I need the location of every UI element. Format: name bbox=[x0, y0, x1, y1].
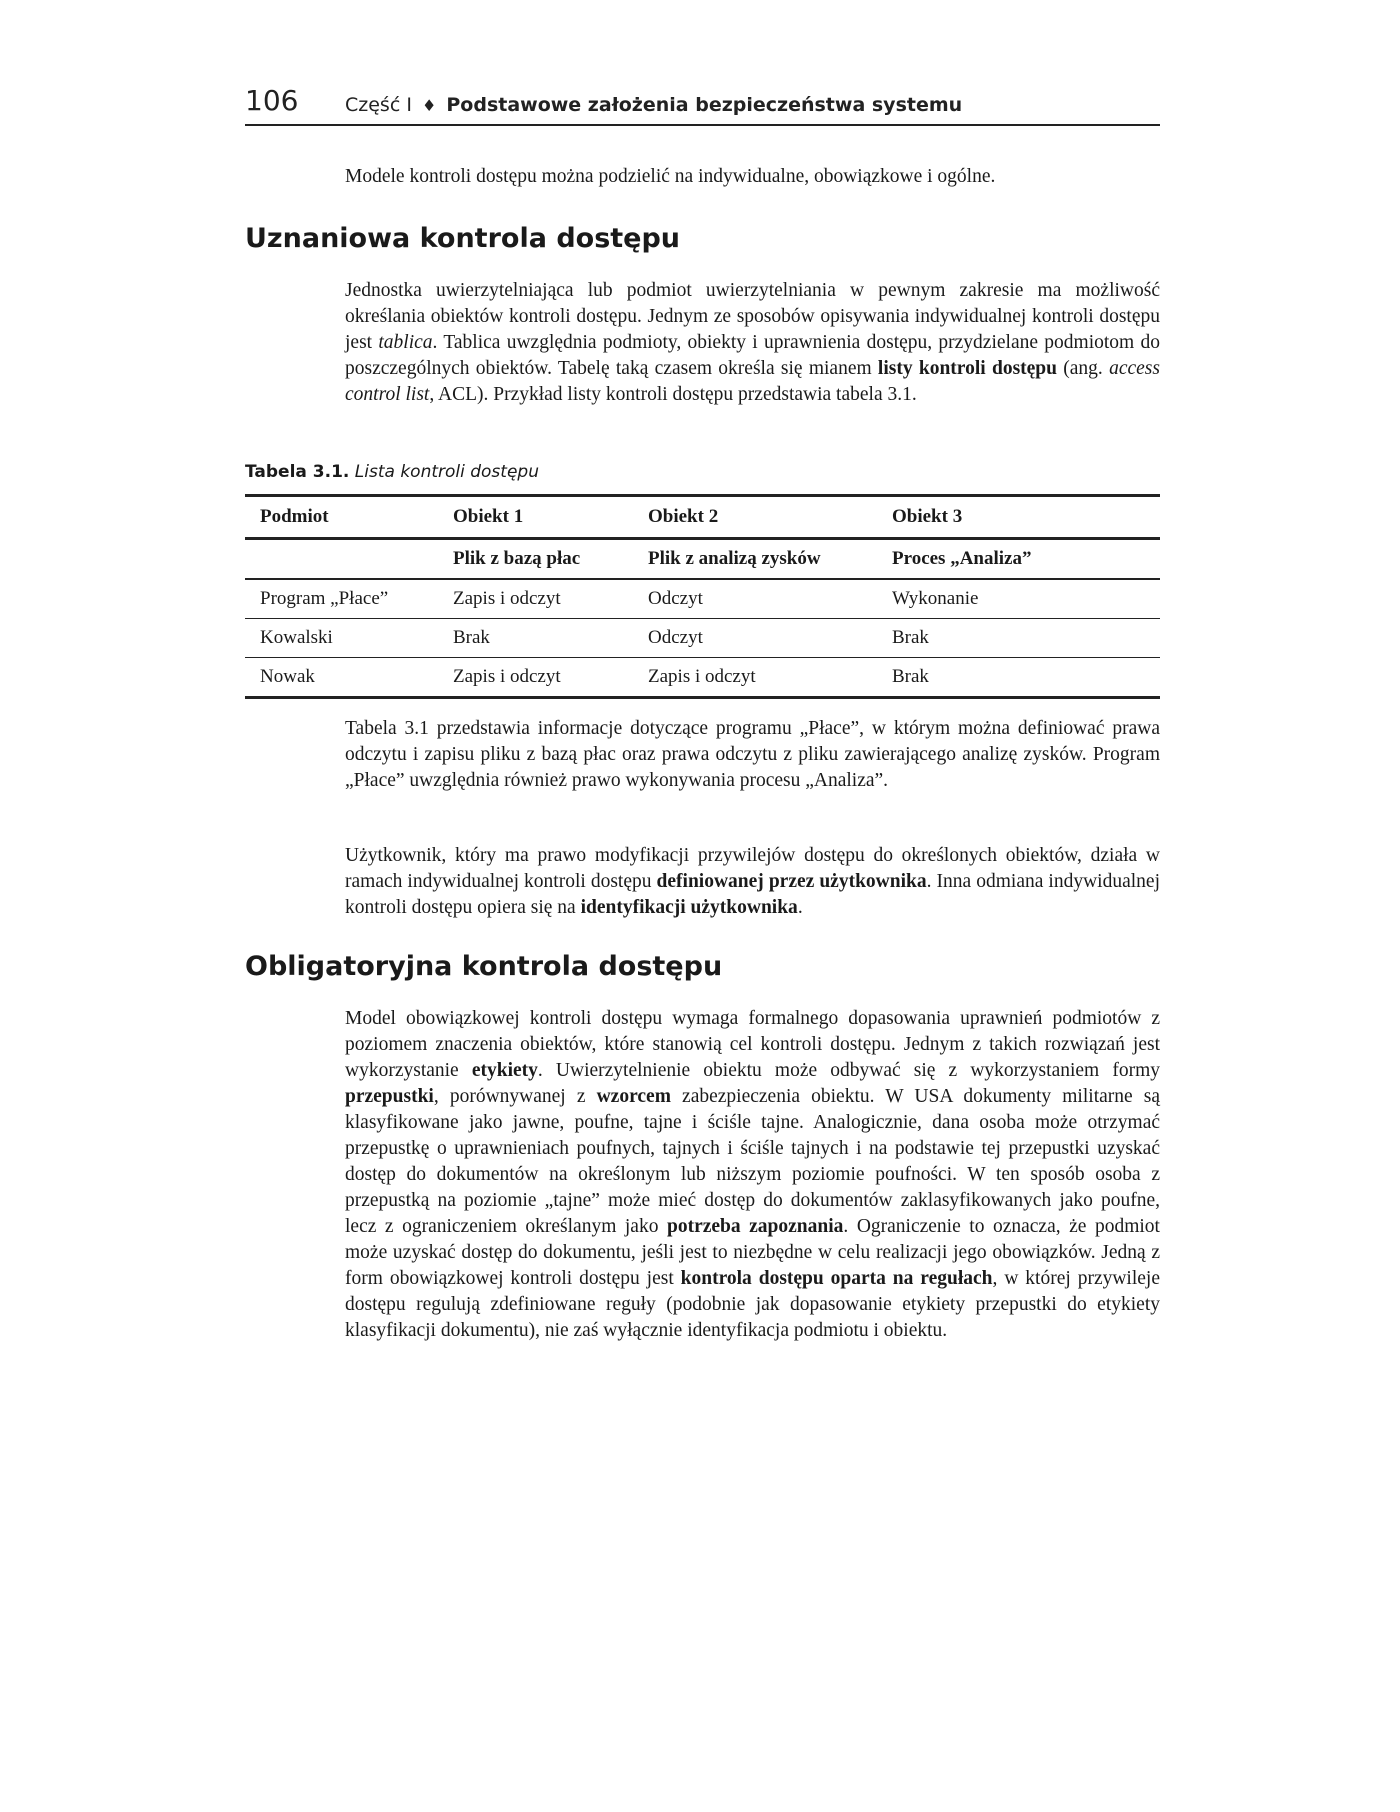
table-cell: Program „Płace” bbox=[245, 579, 438, 619]
term-acl: listy kontroli dostępu bbox=[877, 358, 1057, 379]
table-cell: Zapis i odczyt bbox=[438, 579, 633, 619]
book-section-title: Podstawowe założenia bezpieczeństwa systemu bbox=[446, 94, 963, 116]
table-cell: Brak bbox=[877, 619, 1160, 658]
page-number: 106 bbox=[245, 84, 299, 117]
table-caption-title: Lista kontroli dostępu bbox=[354, 462, 539, 482]
term-przepustki: przepustki bbox=[345, 1086, 434, 1107]
paragraph-mac: Model obowiązkowej kontroli dostępu wymaga formalnego dopasowania uprawnień podmiotów z poziomem znaczenia obiektów, które stanowią cel kontroli dostępu. Jednym z takich rozwiązań jest wykorzystanie etykiety. Uwierzytelnienie obiektu może odbywać się z wykorzystaniem formy przepustki, porównywanej z wzorcem zabezpieczenia obiektu. W USA dokumenty militarne są klasyfikowane jako jawne, poufne, tajne i ściśle tajne. Analogicznie, dana osoba może otrzymać przepustkę o uprawnieniach poufnych, tajnych i ściśle tajnych i na podstawie tej przepustki uzyskać dostęp do dokumentów na określonym lub niższym poziomie poufności. W ten sposób osoba z przepustką na poziomie „tajne” może mieć dostęp do dokumentów zaklasyfikowanych jako poufne, lecz z ograniczeniem określanym jako potrzeba zapoznania. Ograniczenie to oznacza, że podmiot może uzyskać dostęp do dokumentu, jeśli jest to niezbędne w celu realizacji jego obowiązków. Jedną z form obowiązkowej kontroli dostępu jest kontrola dostępu oparta na regułach, w której przywileje dostępu regulują zdefiniowane reguły (podobnie jak dopasowanie etykiety przepustki do etykiety klasyfikacji dokumentu), nie zaś wyłącznie identyfikacja podmiotu i obiektu. bbox=[345, 1008, 1161, 1341]
column-subheader: Plik z analizą zysków bbox=[633, 539, 877, 580]
term-etykiety: etykiety bbox=[471, 1060, 538, 1081]
table-subheader-row bbox=[245, 539, 1160, 580]
running-header bbox=[245, 82, 1160, 126]
term-rule-based-access: kontrola dostępu oparta na regułach bbox=[680, 1268, 993, 1289]
column-header: Obiekt 2 bbox=[633, 496, 877, 539]
term-need-to-know: potrzeba zapoznania bbox=[666, 1216, 844, 1237]
paragraph-user-defined: Użytkownik, który ma prawo modyfikacji przywilejów dostępu do określonych obiektów, działa w ramach indywidualnej kontroli dostępu definiowanej przez użytkownika. Inna odmiana indywidualnej kontroli dostępu opiera się na identyfikacji użytkownika. bbox=[345, 845, 1160, 918]
table-row bbox=[245, 658, 1160, 698]
paragraph-table-description: Tabela 3.1 przedstawia informacje dotyczące programu „Płace”, w którym można definiować prawa odczytu i zapisu pliku z bazą płac oraz prawa odczytu z pliku zawierającego analizę zysków. Program „Płace” uwzględnia również prawo wykonywania procesu „Analiza”. bbox=[345, 718, 1160, 791]
part-label: Część I bbox=[345, 94, 412, 116]
table-row bbox=[245, 619, 1160, 658]
table-cell: Kowalski bbox=[245, 619, 438, 658]
table-cell: Odczyt bbox=[633, 619, 877, 658]
table-row bbox=[245, 579, 1160, 619]
diamond-separator-icon: ♦ bbox=[421, 96, 437, 115]
term-user-identification: identyfikacji użytkownika bbox=[580, 897, 798, 918]
table-caption bbox=[245, 462, 539, 482]
section-heading-mandatory: Obligatoryjna kontrola dostępu bbox=[245, 951, 723, 982]
term-user-defined: definiowanej przez użytkownika bbox=[656, 871, 927, 892]
table-cell: Brak bbox=[877, 658, 1160, 698]
table-cell: Odczyt bbox=[633, 579, 877, 619]
column-header: Podmiot bbox=[245, 496, 438, 539]
paragraph-dac-intro: Jednostka uwierzytelniająca lub podmiot uwierzytelniania w pewnym zakresie ma możliwość określania obiektów kontroli dostępu. Jednym ze sposobów opisywania indywidualnej kontroli dostępu jest tablica. Tablica uwzględnia podmioty, obiekty i uprawnienia dostępu, przydzielane podmiotom do poszczególnych obiektów. Tabelę taką czasem określa się mianem listy kontroli dostępu (ang. access control list, ACL). Przykład listy kontroli dostępu przedstawia tabela 3.1. bbox=[345, 280, 1160, 405]
table-cell: Zapis i odczyt bbox=[438, 658, 633, 698]
section-heading-discretionary: Uznaniowa kontrola dostępu bbox=[245, 223, 681, 254]
intro-paragraph: Modele kontroli dostępu można podzielić na indywidualne, obowiązkowe i ogólne. bbox=[345, 166, 996, 187]
column-subheader: Proces „Analiza” bbox=[877, 539, 1160, 580]
table-header-row bbox=[245, 496, 1160, 539]
table-caption-number: Tabela 3.1. bbox=[245, 462, 350, 482]
table-cell: Zapis i odczyt bbox=[633, 658, 877, 698]
column-subheader: Plik z bazą płac bbox=[438, 539, 633, 580]
table-cell: Nowak bbox=[245, 658, 438, 698]
running-header-title bbox=[345, 94, 962, 116]
table-cell: Brak bbox=[438, 619, 633, 658]
column-header: Obiekt 1 bbox=[438, 496, 633, 539]
term-access-control-list: access control list bbox=[345, 358, 1160, 405]
term-wzorcem: wzorcem bbox=[596, 1086, 671, 1107]
column-subheader bbox=[245, 539, 438, 580]
column-header: Obiekt 3 bbox=[877, 496, 1160, 539]
table-cell: Wykonanie bbox=[877, 579, 1160, 619]
term-tablica: tablica bbox=[378, 332, 433, 353]
acl-table bbox=[245, 494, 1160, 699]
